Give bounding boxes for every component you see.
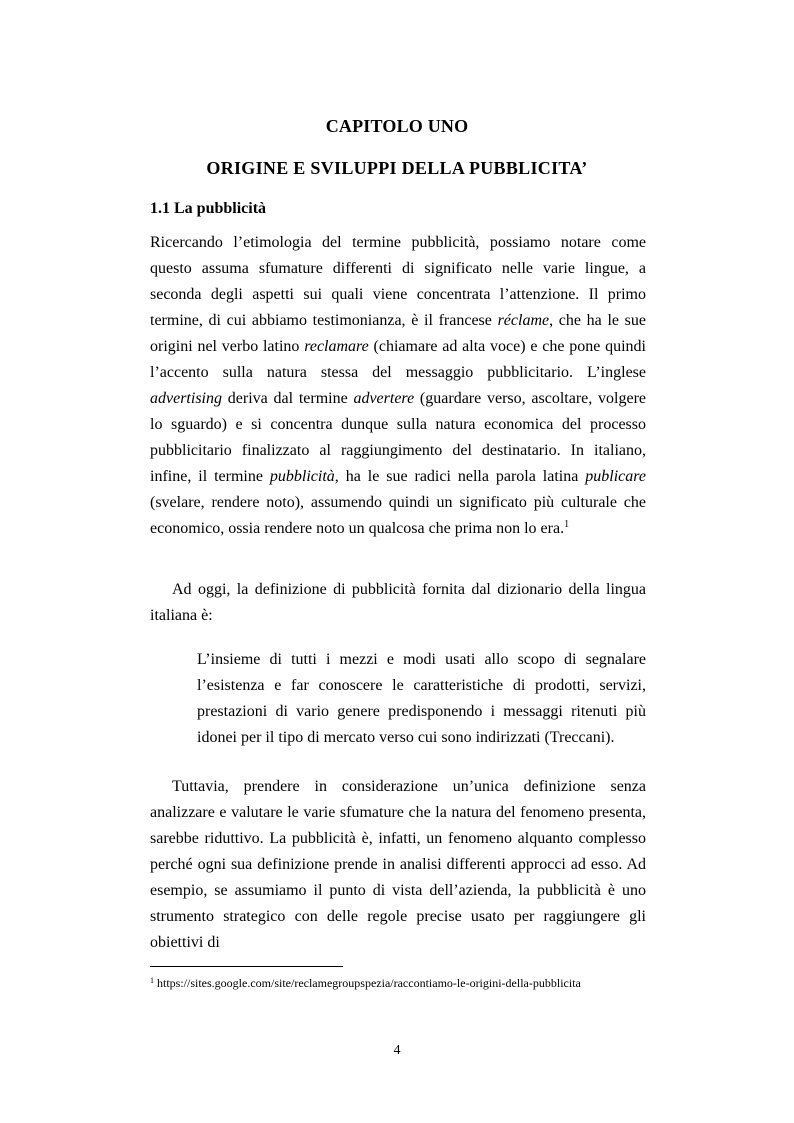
paragraph-text: , ha le sue radici nella parola latina xyxy=(334,468,586,485)
section-heading: 1.1 La pubblicità xyxy=(150,200,267,217)
footnote-divider xyxy=(150,966,343,967)
footnote-marker: 1 xyxy=(150,976,154,985)
paragraph-text: (svelare, rendere noto), assumendo quindi un significato più culturale che economico, ossia rendere noto un qualcosa che prima non lo era. xyxy=(150,494,646,537)
italic-term-advertising: advertising xyxy=(150,390,222,407)
footnote-url: https://sites.google.com/site/reclamegroupspezia/raccontiamo-le-origini-della-pubblicita xyxy=(154,976,581,990)
paragraph-text: (chiamare ad alta voce) e che pone quindi l’accento sulla natura stessa del messaggio pubblicitario. L’inglese xyxy=(150,338,646,381)
italic-term-advertere: advertere xyxy=(353,390,415,407)
paragraph-definition-intro: Ad oggi, la definizione di pubblicità fornita dal dizionario della lingua italiana è: xyxy=(150,581,646,624)
paragraph-etymology xyxy=(150,230,646,542)
paragraph-text: (guardare verso, ascoltare, volgere lo sguardo) e si concentra dunque sulla natura economica del processo pubblicitario finalizzato al raggiungimento del destinatario. In italiano, infine, il termine xyxy=(150,390,646,485)
chapter-title: CAPITOLO UNO xyxy=(325,116,469,136)
paragraph-text: , che ha le sue origini nel verbo latino xyxy=(150,312,647,355)
italic-term-publicare: publicare xyxy=(585,468,647,485)
footnote xyxy=(150,975,670,991)
footnote-reference: 1 xyxy=(564,519,570,530)
italic-term-reclame: réclame xyxy=(497,312,550,329)
page-number: 4 xyxy=(393,1043,401,1058)
italic-term-reclamare: reclamare xyxy=(304,338,369,355)
paragraph-text: deriva dal termine xyxy=(222,390,354,407)
italic-term-pubblicita: pubblicità xyxy=(269,468,335,485)
paragraph-text: Ricercando l’etimologia del termine pubblicità, possiamo notare come questo assuma sfumature differenti di significato nelle varie lingue, a seconda degli aspetti sui quali viene concentrata l’attenzione. Il primo termine, di cui abbiamo testimonianza, è il francese xyxy=(150,234,646,329)
paragraph-analysis: Tuttavia, prendere in considerazione un’unica definizione senza analizzare e valutare le varie sfumature che la natura del fenomeno presenta, sarebbe riduttivo. La pubblicità è, infatti, un fenomeno alquanto complesso perché ogni sua definizione prende in analisi differenti approcci ad esso. Ad esempio, se assumiamo il punto di vista dell’azienda, la pubblicità è uno strumento strategico con delle regole precise usato per raggiungere gli obiettivi di xyxy=(150,778,646,951)
chapter-subtitle: ORIGINE E SVILUPPI DELLA PUBBLICITA’ xyxy=(206,158,588,178)
block-quote: L’insieme di tutti i mezzi e modi usati allo scopo di segnalare l’esistenza e far conoscere le caratteristiche di prodotti, servizi, prestazioni di vario genere predisponendo i messaggi ritenuti più idonei per il tipo di mercato verso cui sono indirizzati (Treccani). xyxy=(197,651,646,746)
